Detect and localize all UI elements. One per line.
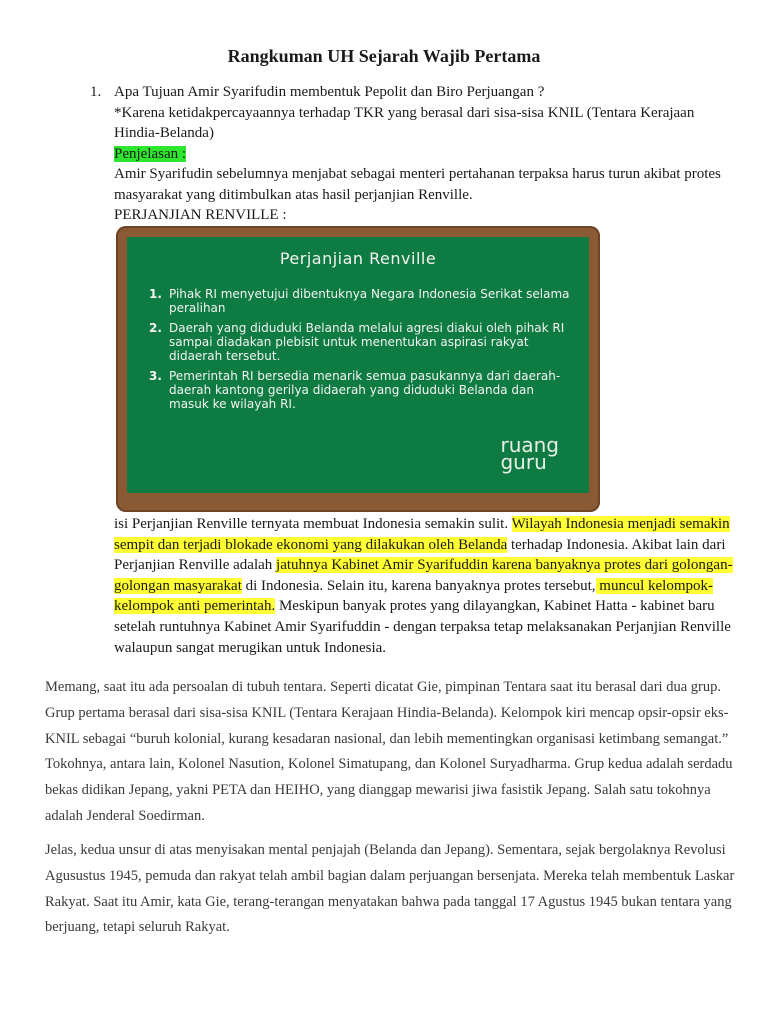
chalkboard-title: Perjanjian Renville xyxy=(279,249,437,268)
chalkboard-item xyxy=(149,369,577,411)
explanation-text: Amir Syarifudin sebelumnya menjabat sebagai menteri pertahanan terpaksa harus turun akibat protes masyarakat yang ditimbulkan atas hasil perjanjian Renville. xyxy=(114,166,721,203)
highlight-segment: muncul kelompok-kelompok anti pemerintah. xyxy=(114,577,714,615)
question-text: Apa Tujuan Amir Syarifudin membentuk Pepolit dan Biro Perjuangan ? xyxy=(114,84,545,100)
chalkboard-list xyxy=(149,287,577,417)
chalkboard-item xyxy=(149,287,577,315)
text-segment: terhadap Indonesia. Akibat lain dari Perjanjian Renville adalah xyxy=(114,536,726,574)
chalkboard-item-number: 2. xyxy=(149,321,162,335)
logo-line-1: ruang xyxy=(500,433,559,457)
chalkboard-item-number: 3. xyxy=(149,369,162,383)
renville-heading: PERJANJIAN RENVILLE : xyxy=(114,207,287,223)
body-paragraph-2: Jelas, kedua unsur di atas menyisakan mental penjajah (Belanda dan Jepang). Sementara, sejak bergolaknya Revolusi Agusustus 1945, pemuda dan rakyat telah ambil bagian dalam perjuangan bersenjata. Mereka telah membentuk Laskar Rakyat. Saat itu Amir, kata Gie, terang-terangan menyatakan bahwa pada tanggal 17 Agustus 1945 bukan tentara yang berjuang, tetapi seluruh Rakyat. xyxy=(45,842,735,936)
explanation-label-line xyxy=(114,144,730,165)
ruangguru-logo xyxy=(500,433,559,474)
text-segment: di Indonesia. Selain itu, karena banyaknya protes tersebut, xyxy=(241,577,596,594)
question-body xyxy=(114,82,730,226)
chalkboard-surface xyxy=(127,237,589,493)
highlight-segment: jatuhnya Kabinet Amir Syarifuddin karena banyaknya protes dari golongan-golongan masyarakat xyxy=(114,557,733,594)
consequences-paragraph xyxy=(114,514,734,658)
chalkboard-item xyxy=(149,321,577,363)
chalkboard-item-text: Daerah yang diduduki Belanda melalui agresi diakui oleh pihak RI sampai diadakan plebisit untuk menentukan aspirasi rakyat didaerah tersebut. xyxy=(169,321,565,363)
logo-line-2: guru xyxy=(500,450,547,474)
renville-consequences xyxy=(114,514,734,658)
explanation-label: Penjelasan : xyxy=(114,145,187,162)
text-segment: Meskipun banyak protes yang dilayangkan, Kabinet Hatta - kabinet baru setelah runtuhnya Kabinet Amir Syarifuddin - dengan terpaksa tetap melaksanakan Perjanjian Renville walaupun sangat merugikan untuk Indonesia. xyxy=(114,598,731,656)
question-number: 1. xyxy=(90,84,102,100)
chalkboard-item-text: Pemerintah RI bersedia menarik semua pasukannya dari daerah-daerah kantong gerilya didaerah yang diduduki Belanda dan masuk ke wilayah RI. xyxy=(169,369,561,411)
chalkboard-item-text: Pihak RI menyetujui dibentuknya Negara Indonesia Serikat selama peralihan xyxy=(169,287,570,315)
document-title: Rangkuman UH Sejarah Wajib Pertama xyxy=(227,46,541,66)
answer-text: *Karena ketidakpercayaannya terhadap TKR yang berasal dari sisa-sisa KNIL (Tentara Kerajaan Hindia-Belanda) xyxy=(114,104,695,141)
chalkboard-image xyxy=(116,226,600,512)
question-item xyxy=(90,82,730,226)
text-segment: isi Perjanjian Renville ternyata membuat Indonesia semakin sulit. xyxy=(114,516,512,532)
body-paragraph-1: Memang, saat itu ada persoalan di tubuh tentara. Seperti dicatat Gie, pimpinan Tentara saat itu berasal dari dua grup. Grup pertama berasal dari sisa-sisa KNIL (Tentara Kerajaan Hindia-Belanda). Kelompok kiri mencap opsir-opsir eks-KNIL sebagai “buruh kolonial, kurang kesadaran nasional, dan lebih mementingkan organisasi ketimbang semangat.” Tokohnya, antara lain, Kolonel Nasution, Kolonel Simatupang, dan Kolonel Suryadharma. Grup kedua adalah serdadu bekas didikan Jepang, yakni PETA dan HEIHO, yang dianggap mewarisi jiwa fasistik Jepang. Salah satu tokohnya adalah Jenderal Soedirman. xyxy=(45,679,733,824)
chalkboard-item-number: 1. xyxy=(149,287,162,301)
highlight-segment: Wilayah Indonesia menjadi semakin sempit dan terjadi blokade ekonomi yang dilakukan oleh Belanda xyxy=(114,516,730,553)
